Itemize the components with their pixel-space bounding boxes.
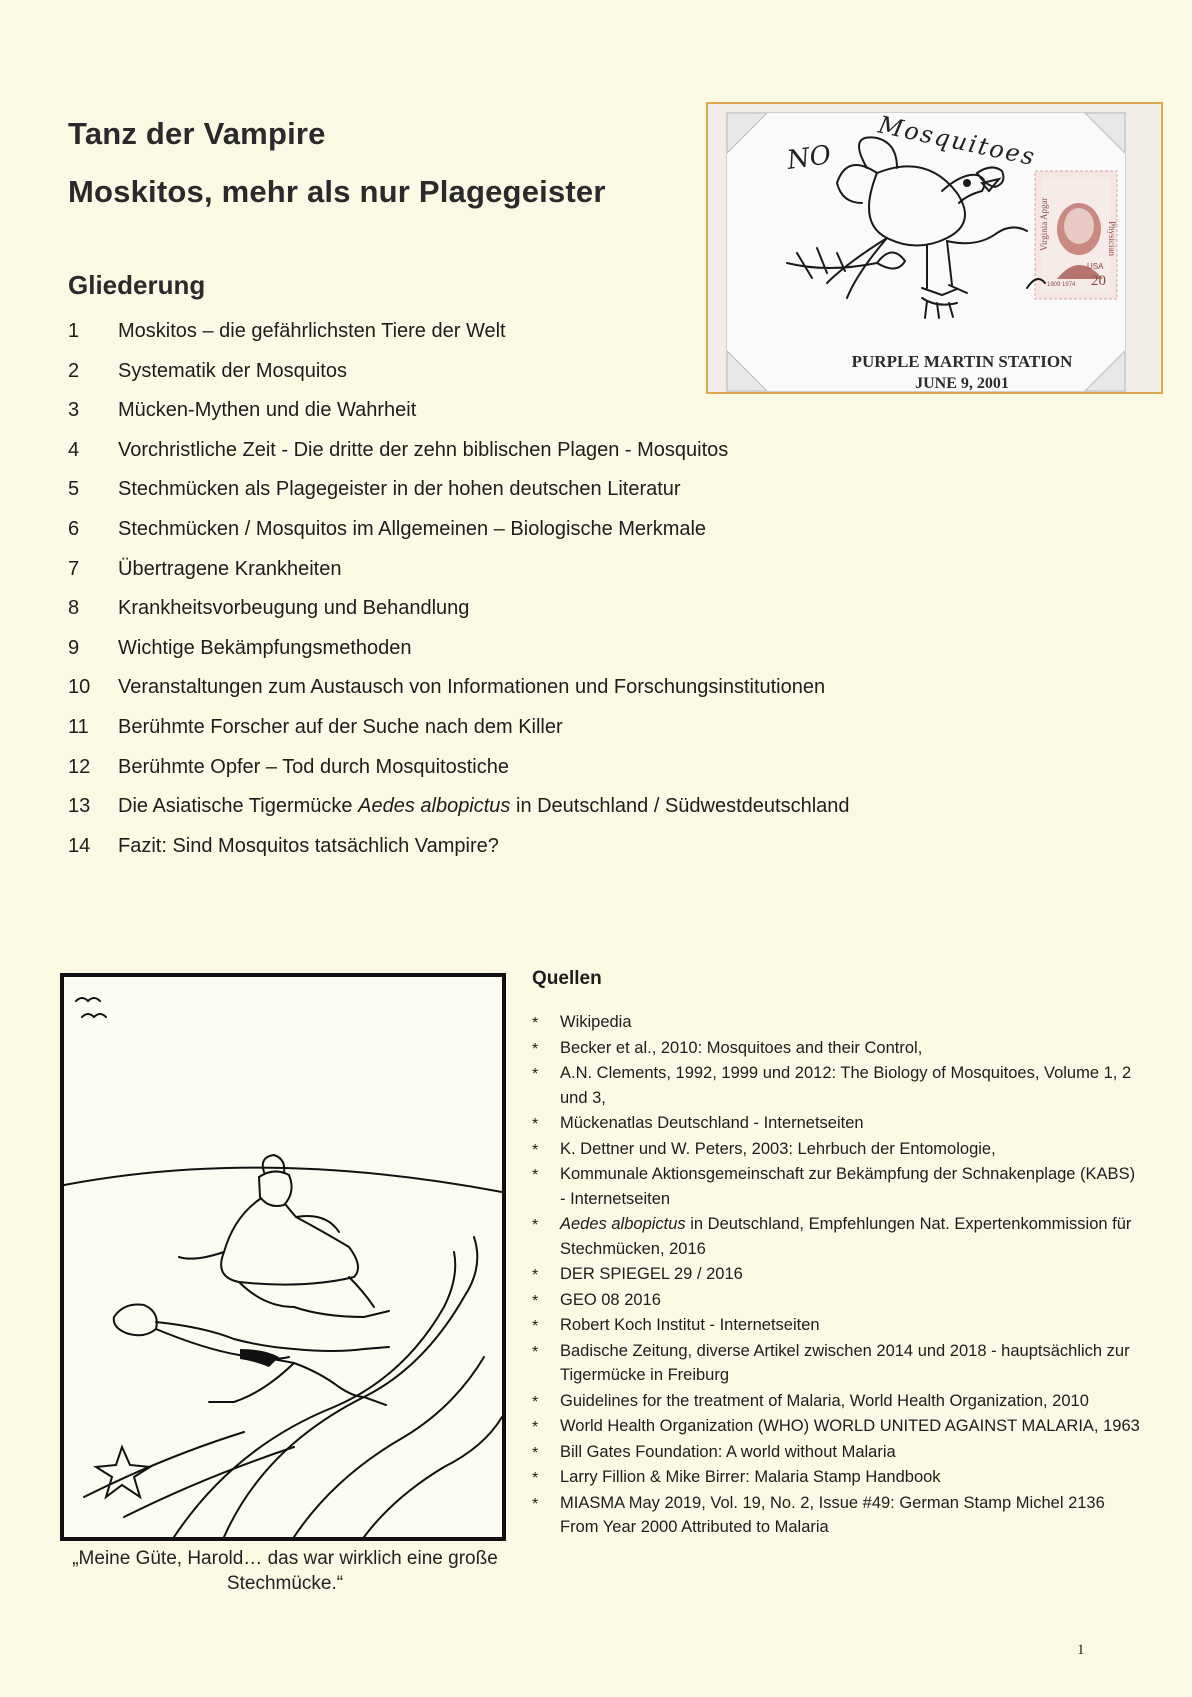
outline-item-text: Fazit: Sind Mosquitos tatsächlich Vampire? <box>118 834 499 857</box>
handwriting-no: NO <box>785 140 833 176</box>
postmark-date: JUNE 9, 2001 <box>915 375 1009 392</box>
postmark-station: PURPLE MARTIN STATION <box>851 352 1073 371</box>
source-item: * Aedes albopictus in Deutschland, Empfehlungen Nat. Expertenkommission für Stechmücken, 2016 <box>530 1212 1140 1261</box>
species-name: Aedes albopictus <box>358 795 511 818</box>
outline-item <box>68 478 968 518</box>
outline-item-number: 5 <box>68 478 80 501</box>
outline-item <box>68 439 968 479</box>
source-item: * DER SPIEGEL 29 / 2016 <box>530 1262 1140 1287</box>
outline-item <box>68 835 968 875</box>
page-number: 1 <box>1077 1642 1085 1658</box>
outline-item <box>68 637 968 677</box>
outline-item-number: 13 <box>68 795 91 818</box>
stamp-name: Virginia Apgar <box>1039 197 1049 251</box>
outline-item-number: 6 <box>68 517 80 540</box>
outline-item-text: Veranstaltungen zum Austausch von Informationen und Forschungsinstitutionen <box>118 676 826 699</box>
outline-item-number: 9 <box>68 636 80 659</box>
outline-item-number: 12 <box>68 755 91 778</box>
outline-item <box>68 756 968 796</box>
source-item: * Kommunale Aktionsgemeinschaft zur Bekämpfung der Schnakenplage (KABS) - Internetseiten <box>530 1162 1140 1211</box>
outline-item-number: 1 <box>68 320 80 342</box>
cover-envelope <box>726 112 1126 392</box>
outline-item <box>68 518 968 558</box>
source-item: * Bill Gates Foundation: A world without Malaria <box>530 1440 1140 1465</box>
cartoon-caption: „Meine Güte, Harold… das war wirklich eine große Stechmücke.“ <box>72 1548 498 1594</box>
outline-item <box>68 399 968 439</box>
outline-item-text: Mücken-Mythen und die Wahrheit <box>118 399 417 422</box>
outline-item-number: 3 <box>68 399 80 422</box>
title-line-2: Moskitos, mehr als nur Plagegeister <box>68 174 606 209</box>
outline-item-text: Stechmücken als Plagegeister in der hohen deutschen Literatur <box>118 478 681 501</box>
outline-item-number: 4 <box>68 438 80 461</box>
stamp-value: 20 <box>1091 273 1106 289</box>
source-item: * Mückenatlas Deutschland - Internetseiten <box>530 1111 1140 1136</box>
outline-item-text: Berühmte Forscher auf der Suche nach dem Killer <box>118 715 563 738</box>
outline-item <box>68 795 968 835</box>
outline-item-text: Berühmte Opfer – Tod durch Mosquitostiche <box>118 755 509 778</box>
source-item: * GEO 08 2016 <box>530 1288 1140 1313</box>
outline-item-text: Vorchristliche Zeit - Die dritte der zehn biblischen Plagen - Mosquitos <box>118 438 729 461</box>
outline-item-number: 11 <box>68 715 89 738</box>
outline-item-text: Stechmücken / Mosquitos im Allgemeinen – Biologische Merkmale <box>118 517 707 540</box>
outline-item-number: 2 <box>68 359 80 382</box>
cartoon-frame <box>60 973 506 1541</box>
outline-item-number: 7 <box>68 557 80 580</box>
outline-item <box>68 676 968 716</box>
source-item: * Robert Koch Institut - Internetseiten <box>530 1313 1140 1338</box>
source-item: * Becker et al., 2010: Mosquitoes and their Control, <box>530 1036 1140 1061</box>
stamp-profession: Physician <box>1107 221 1117 256</box>
outline-item-number: 8 <box>68 597 80 620</box>
outline-item <box>68 597 968 637</box>
outline-item-text: Moskitos – die gefährlichsten Tiere der Welt <box>118 320 506 342</box>
outline-item-text: Krankheitsvorbeugung und Behandlung <box>118 597 470 620</box>
title-line-1: Tanz der Vampire <box>68 116 326 151</box>
outline-list <box>68 320 968 874</box>
source-item: * Guidelines for the treatment of Malaria, World Health Organization, 2010 <box>530 1389 1140 1414</box>
philatelic-cover <box>706 102 1163 394</box>
sources-list <box>530 1010 1140 1541</box>
source-item: * Wikipedia <box>530 1010 1140 1035</box>
cartoon-drawing <box>64 977 502 1537</box>
source-item: * A.N. Clements, 1992, 1999 und 2012: The Biology of Mosquitoes, Volume 1, 2 und 3, <box>530 1061 1140 1110</box>
outline-item-number: 10 <box>68 676 91 699</box>
stamp <box>1035 171 1117 299</box>
source-item: * K. Dettner und W. Peters, 2003: Lehrbuch der Entomologie, <box>530 1137 1140 1162</box>
outline-item <box>68 716 968 756</box>
outline-item-text: Wichtige Bekämpfungsmethoden <box>118 636 412 659</box>
source-item: * Larry Fillion & Mike Birrer: Malaria Stamp Handbook <box>530 1465 1140 1490</box>
stamp-country: USA <box>1087 262 1104 271</box>
outline-item <box>68 558 968 598</box>
outline-item-text: Systematik der Mosquitos <box>118 359 347 382</box>
handwriting-mosquitoes: Mosquitoes <box>875 110 1039 172</box>
source-item: * MIASMA May 2019, Vol. 19, No. 2, Issue #49: German Stamp Michel 2136 From Year 2000 Attributed to Malaria <box>530 1491 1140 1540</box>
outline-item-text: Die Asiatische Tigermücke Aedes albopictus in Deutschland / Südwestdeutschland <box>118 795 850 818</box>
sources-heading: Quellen <box>532 968 602 989</box>
species-name: Aedes albopictus <box>560 1215 686 1233</box>
source-item: * World Health Organization (WHO) WORLD UNITED AGAINST MALARIA, 1963 <box>530 1414 1140 1439</box>
outline-heading: Gliederung <box>68 270 206 300</box>
outline-item-text: Übertragene Krankheiten <box>118 557 342 580</box>
source-item: * Badische Zeitung, diverse Artikel zwischen 2014 und 2018 - hauptsächlich zur Tigermücke in Freiburg <box>530 1339 1140 1388</box>
outline-item-number: 14 <box>68 834 91 857</box>
stamp-years: 1909 1974 <box>1047 282 1076 288</box>
